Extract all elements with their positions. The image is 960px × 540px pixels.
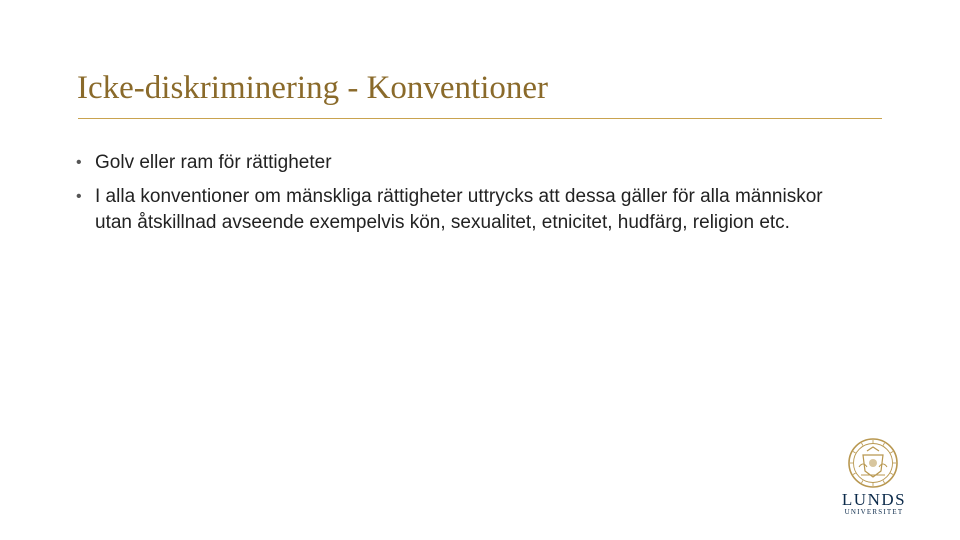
bullet-text: Golv eller ram för rättigheter [95,152,332,173]
bullet-icon: • [76,154,82,171]
bullet-icon: • [76,188,82,205]
title-divider [78,118,882,119]
bullet-list [76,150,836,244]
logo-name: LUNDS [841,490,907,509]
university-seal-icon [828,436,920,520]
list-item [76,184,836,236]
bullet-text: I alla konventioner om mänskliga rättigheter uttrycks att dessa gäller för alla människor utan åtskillnad avseende exempelvis kön, sexualitet, etnicitet, hudfärg, religion etc. [95,186,823,233]
logo-subtitle: UNIVERSITET [844,508,904,516]
university-logo [828,436,920,520]
list-item [76,150,836,176]
slide-title: Icke-diskriminering - Konventioner [77,70,549,106]
